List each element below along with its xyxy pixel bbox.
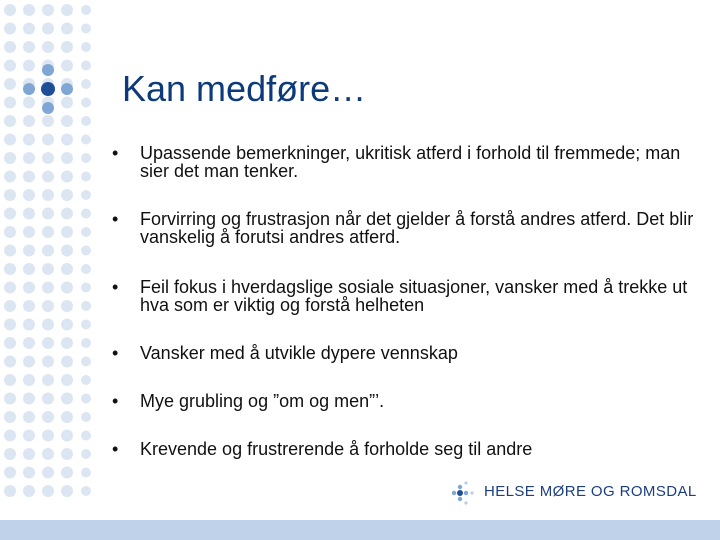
grid-dot bbox=[23, 152, 35, 164]
accent-dot bbox=[61, 83, 73, 95]
grid-dot bbox=[61, 337, 73, 349]
grid-dot bbox=[81, 431, 91, 441]
grid-dot bbox=[81, 135, 91, 145]
bullet-marker: • bbox=[112, 343, 119, 363]
grid-dot bbox=[61, 448, 73, 460]
bullet-text: Krevende og frustrerende å forholde seg til andre bbox=[140, 439, 533, 459]
grid-dot bbox=[61, 60, 73, 72]
grid-dot bbox=[61, 152, 73, 164]
grid-dot bbox=[23, 393, 35, 405]
grid-dot bbox=[4, 4, 16, 16]
grid-dot bbox=[61, 485, 73, 497]
bullet-text: Forvirring og frustrasjon når det gjelder å forstå andres atferd. Det blir vanskelig å forutsi andres atferd. bbox=[140, 209, 694, 247]
grid-dot bbox=[4, 245, 16, 257]
grid-dot bbox=[61, 134, 73, 146]
grid-dot bbox=[4, 282, 16, 294]
grid-dot bbox=[61, 393, 73, 405]
grid-dot bbox=[4, 97, 16, 109]
grid-dot bbox=[23, 97, 35, 109]
grid-dot bbox=[61, 23, 73, 35]
bullet-text: Vansker med å utvikle dypere vennskap bbox=[140, 343, 458, 363]
grid-dot bbox=[23, 4, 35, 16]
grid-dot bbox=[61, 263, 73, 275]
grid-dot bbox=[23, 208, 35, 220]
grid-dot bbox=[4, 411, 16, 423]
bullet-text: Feil fokus i hverdagslige sosiale situasjoner, vansker med å trekke ut hva som er viktig og forstå helheten bbox=[140, 277, 688, 315]
grid-dot bbox=[81, 264, 91, 274]
accent-dot bbox=[23, 83, 35, 95]
grid-dot bbox=[81, 79, 91, 89]
grid-dot bbox=[4, 374, 16, 386]
grid-dot bbox=[81, 227, 91, 237]
grid-dot bbox=[42, 448, 54, 460]
grid-dot bbox=[4, 60, 16, 72]
grid-dot bbox=[42, 245, 54, 257]
grid-dot bbox=[42, 319, 54, 331]
grid-dot bbox=[81, 172, 91, 182]
grid-dot bbox=[42, 337, 54, 349]
grid-dot bbox=[4, 356, 16, 368]
grid-dot bbox=[42, 208, 54, 220]
grid-dot bbox=[4, 152, 16, 164]
bullet-item-2 bbox=[110, 210, 700, 246]
grid-dot bbox=[81, 98, 91, 108]
grid-dot bbox=[42, 411, 54, 423]
grid-dot bbox=[4, 226, 16, 238]
bullet-item-4 bbox=[110, 344, 700, 362]
grid-dot bbox=[4, 263, 16, 275]
grid-dot bbox=[42, 282, 54, 294]
grid-dot bbox=[4, 300, 16, 312]
footer-bar bbox=[0, 520, 720, 540]
bullet-item-1 bbox=[110, 144, 700, 180]
grid-dot bbox=[23, 245, 35, 257]
grid-dot bbox=[42, 430, 54, 442]
grid-dot bbox=[61, 411, 73, 423]
grid-dot bbox=[42, 485, 54, 497]
bullet-text: Mye grubling og ”om og men”’. bbox=[140, 391, 385, 411]
grid-dot bbox=[23, 41, 35, 53]
grid-dot bbox=[42, 226, 54, 238]
grid-dot bbox=[42, 115, 54, 127]
grid-dot bbox=[23, 263, 35, 275]
grid-dot bbox=[61, 430, 73, 442]
helse-more-og-romsdal-logo bbox=[448, 478, 697, 508]
dots-logo-icon bbox=[448, 480, 478, 506]
grid-dot bbox=[4, 134, 16, 146]
grid-dot bbox=[42, 300, 54, 312]
grid-dot bbox=[23, 337, 35, 349]
grid-dot bbox=[4, 337, 16, 349]
grid-dot bbox=[23, 319, 35, 331]
grid-dot bbox=[4, 208, 16, 220]
grid-dot bbox=[42, 393, 54, 405]
grid-dot bbox=[81, 116, 91, 126]
grid-dot bbox=[81, 357, 91, 367]
grid-dot bbox=[61, 208, 73, 220]
grid-dot bbox=[81, 320, 91, 330]
grid-dot bbox=[61, 41, 73, 53]
grid-dot bbox=[61, 115, 73, 127]
grid-dot bbox=[42, 134, 54, 146]
grid-dot bbox=[23, 430, 35, 442]
grid-dot bbox=[23, 226, 35, 238]
bullet-marker: • bbox=[112, 209, 119, 229]
grid-dot bbox=[81, 468, 91, 478]
grid-dot bbox=[23, 60, 35, 72]
grid-dot bbox=[42, 467, 54, 479]
grid-dot bbox=[42, 356, 54, 368]
grid-dot bbox=[23, 448, 35, 460]
grid-dot bbox=[61, 4, 73, 16]
grid-dot bbox=[61, 282, 73, 294]
grid-dot bbox=[81, 394, 91, 404]
grid-dot bbox=[81, 190, 91, 200]
grid-dot bbox=[81, 153, 91, 163]
bullet-item-5 bbox=[110, 392, 700, 410]
grid-dot bbox=[23, 467, 35, 479]
grid-dot bbox=[81, 338, 91, 348]
accent-dot bbox=[41, 82, 55, 96]
bullet-marker: • bbox=[112, 439, 119, 459]
grid-dot bbox=[81, 42, 91, 52]
grid-dot bbox=[4, 319, 16, 331]
grid-dot bbox=[23, 115, 35, 127]
grid-dot bbox=[61, 171, 73, 183]
grid-dot bbox=[81, 283, 91, 293]
grid-dot bbox=[42, 263, 54, 275]
grid-dot bbox=[42, 171, 54, 183]
bullet-text: Upassende bemerkninger, ukritisk atferd i forhold til fremmede; man sier det man tenker. bbox=[140, 143, 681, 181]
grid-dot bbox=[42, 189, 54, 201]
grid-dot bbox=[81, 449, 91, 459]
grid-dot bbox=[23, 356, 35, 368]
grid-dot bbox=[23, 300, 35, 312]
bullet-item-6 bbox=[110, 440, 700, 458]
grid-dot bbox=[81, 209, 91, 219]
decorative-dot-grid bbox=[0, 0, 110, 520]
grid-dot bbox=[4, 467, 16, 479]
grid-dot bbox=[61, 97, 73, 109]
bullet-marker: • bbox=[112, 391, 119, 411]
grid-dot bbox=[81, 412, 91, 422]
grid-dot bbox=[4, 430, 16, 442]
grid-dot bbox=[4, 448, 16, 460]
grid-dot bbox=[61, 300, 73, 312]
grid-dot bbox=[61, 189, 73, 201]
slide-title: Kan medføre… bbox=[122, 68, 367, 109]
grid-dot bbox=[42, 4, 54, 16]
grid-dot bbox=[4, 78, 16, 90]
grid-dot bbox=[81, 375, 91, 385]
grid-dot bbox=[4, 41, 16, 53]
grid-dot bbox=[81, 486, 91, 496]
grid-dot bbox=[23, 411, 35, 423]
grid-dot bbox=[42, 23, 54, 35]
grid-dot bbox=[4, 393, 16, 405]
grid-dot bbox=[42, 374, 54, 386]
grid-dot bbox=[42, 152, 54, 164]
grid-dot bbox=[23, 374, 35, 386]
bullet-marker: • bbox=[112, 277, 119, 297]
logo-text: HELSE MØRE OG ROMSDAL bbox=[484, 483, 697, 500]
grid-dot bbox=[23, 23, 35, 35]
grid-dot bbox=[61, 245, 73, 257]
grid-dot bbox=[81, 61, 91, 71]
grid-dot bbox=[23, 485, 35, 497]
grid-dot bbox=[61, 374, 73, 386]
grid-dot bbox=[4, 115, 16, 127]
grid-dot bbox=[23, 134, 35, 146]
accent-dot bbox=[42, 64, 54, 76]
grid-dot bbox=[23, 171, 35, 183]
accent-dot bbox=[42, 102, 54, 114]
grid-dot bbox=[42, 41, 54, 53]
grid-dot bbox=[81, 301, 91, 311]
bullet-item-3 bbox=[110, 278, 700, 314]
grid-dot bbox=[4, 485, 16, 497]
grid-dot bbox=[81, 24, 91, 34]
grid-dot bbox=[61, 356, 73, 368]
grid-dot bbox=[61, 319, 73, 331]
grid-dot bbox=[81, 5, 91, 15]
grid-dot bbox=[23, 189, 35, 201]
grid-dot bbox=[4, 23, 16, 35]
grid-dot bbox=[61, 226, 73, 238]
grid-dot bbox=[4, 189, 16, 201]
bullet-marker: • bbox=[112, 143, 119, 163]
grid-dot bbox=[4, 171, 16, 183]
grid-dot bbox=[81, 246, 91, 256]
grid-dot bbox=[61, 467, 73, 479]
grid-dot bbox=[23, 282, 35, 294]
